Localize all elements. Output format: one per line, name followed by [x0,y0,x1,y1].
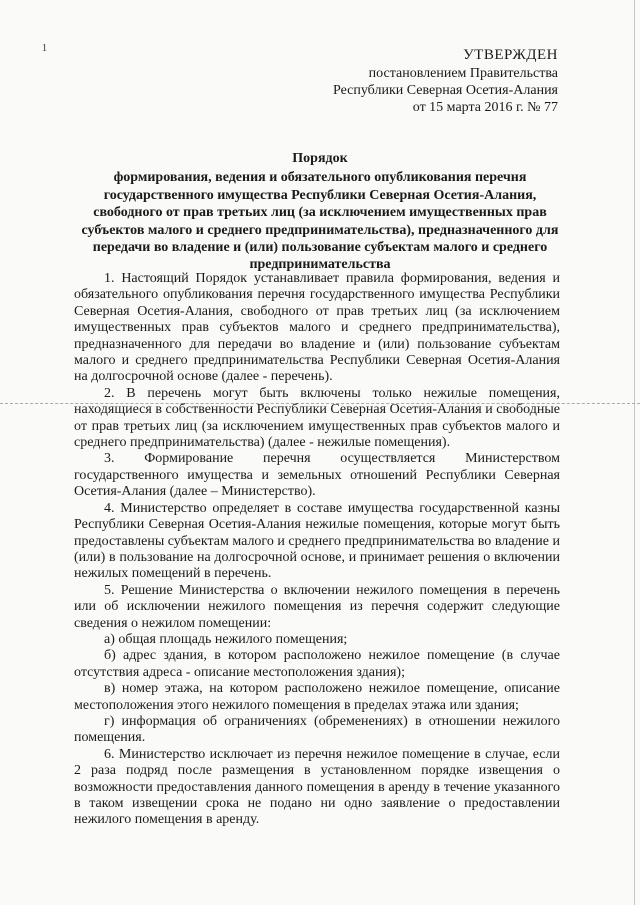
list-item-d: г) информация об ограничениях (обременениях) в отношении нежилого помещения. [74,713,560,746]
paragraph-5: 5. Решение Министерства о включении нежилого помещения в перечень или об исключении нежилого помещения из перечня содержит следующие сведения о нежилом помещении: [74,582,560,631]
document-subtitle: формирования, ведения и обязательного опубликования перечня государственного имущества Республики Северная Осетия-Алания, свободного от прав третьих лиц (за исключением имущественных прав субъектов малого и среднего предпринимательства), предназначенного для передачи во владение и (или) пользование субъектам малого и среднего предпринимательства [81,170,559,273]
document-title-block [70,150,570,274]
document-body [74,271,560,829]
paragraph-2: 2. В перечень могут быть включены только нежилые помещения, находящиеся в собственности Республики Северная Осетия-Алания и свободные от прав третьих лиц (за исключением имущественных прав субъектов малого и среднего предпринимательства) (далее - нежилые помещения). [74,385,560,451]
approval-line-1: постановлением Правительства [368,66,558,81]
page-edge-line [634,0,635,905]
document-heading: Порядок [292,151,348,166]
paragraph-1: 1. Настоящий Порядок устанавливает правила формирования, ведения и обязательного опубликования перечня государственного имущества Республики Северная Осетия-Алания, свободного от прав третьих лиц (за исключением имущественных прав субъектов малого и среднего предпринимательства), предназначенного для передачи во владение и (или) пользование субъектам малого и среднего предпринимательства Республики Северная Осетия-Алания на долгосрочной основе (далее - перечень). [74,271,560,385]
list-item-b: б) адрес здания, в котором расположено нежилое помещение (в случае отсутствия адреса - описание местоположения здания); [74,648,560,680]
paragraph-4: 4. Министерство определяет в составе имущества государственной казны Республики Северная Осетия-Алания нежилые помещения, которые могут быть предоставлены субъектам малого и среднего предпринимательства во владение и (или) в пользование на долгосрочной основе, и принимает решения о включении нежилых помещений в перечень. [74,500,560,582]
paragraph-6: 6. Министерство исключает из перечня нежилое помещение в случае, если 2 раза подряд после размещения в установленном порядке извещения о возможности предоставления данного помещения в аренду в течение указанного в таком извещении срока не подано ни одно заявление о предоставлении нежилого помещения в аренду. [74,746,560,828]
list-item-a: а) общая площадь нежилого помещения; [104,631,348,647]
approval-line-3: от 15 марта 2016 г. № 77 [412,100,558,115]
approval-title: УТВЕРЖДЕН [463,47,558,63]
list-item-c: в) номер этажа, на котором расположено нежилое помещение, описание местоположения этого нежилого помещения в пределах этажа или здания; [74,681,560,713]
paragraph-3: 3. Формирование перечня осуществляется Министерством государственного имущества и земельных отношений Республики Северная Осетия-Алания (далее – Министерство). [74,451,560,500]
approval-stamp [333,45,558,116]
approval-line-2: Республики Северная Осетия-Алания [333,83,558,98]
margin-mark: 1 [42,43,47,54]
